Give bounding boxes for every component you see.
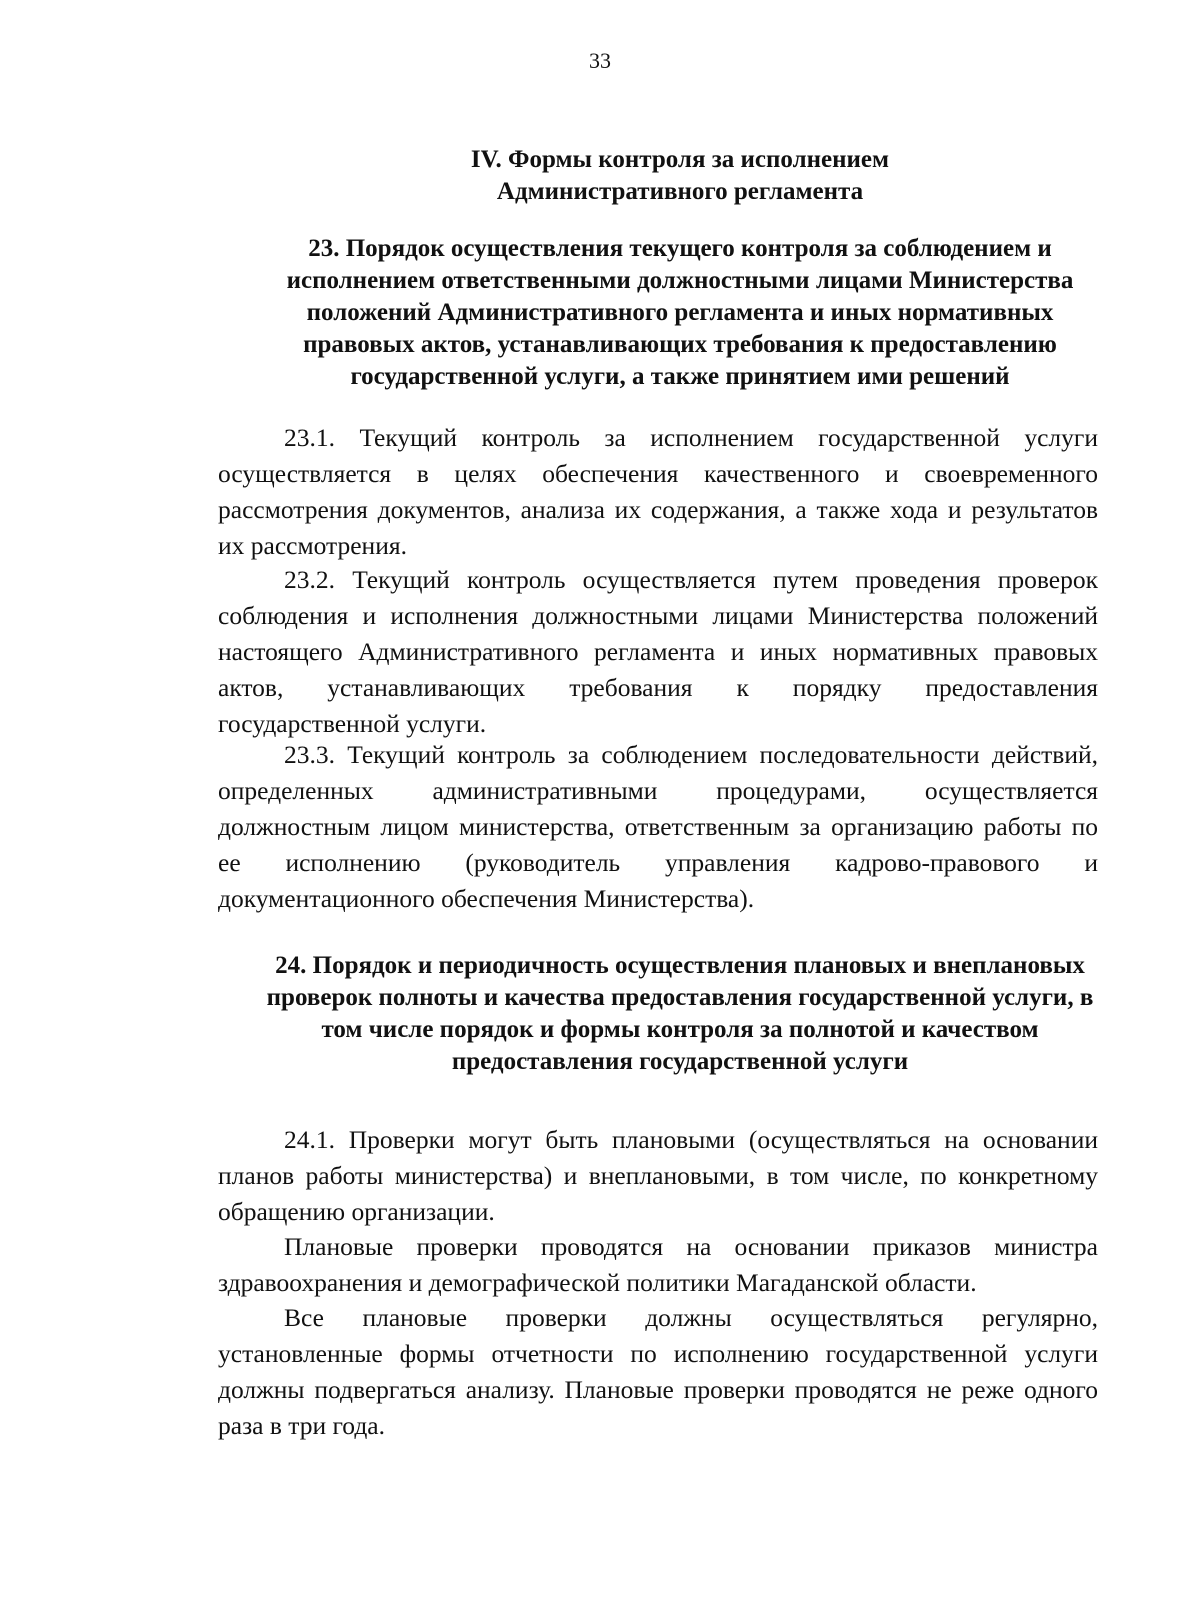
paragraph-23-3 [218,737,1098,917]
text-line: планов работы министерства) и внеплановыми, в том числе, по конкретному [218,1161,1098,1190]
heading-line: государственной услуги, а также принятием ими решений [350,363,1010,390]
text-line: должностным лицом министерства, ответственным за организацию работы по [218,812,1098,841]
paragraph-23-2 [218,562,1098,742]
heading-line: положений Административного регламента и иных нормативных [306,299,1054,326]
paragraph-24-1-regular [218,1300,1098,1444]
heading-line: предоставления государственной услуги [451,1048,909,1075]
heading-24 [200,950,1160,1078]
text-line: Все плановые проверки должны осуществляться регулярно, [284,1303,1098,1332]
paragraph-24-1 [218,1122,1098,1230]
text-line: ее исполнению (руководитель управления кадрово-правового и [218,848,1098,877]
text-line: соблюдения и исполнения должностными лицами Министерства положений [218,601,1098,630]
heading-line: 23. Порядок осуществления текущего контроля за соблюдением и [308,235,1052,262]
heading-line: Административного регламента [496,178,864,205]
heading-line: проверок полноты и качества предоставления государственной услуги, в [266,984,1094,1011]
text-line: обращению организации. [218,1197,495,1226]
text-line: должны подвергаться анализу. Плановые проверки проводятся не реже одного [218,1375,1098,1404]
paragraph-23-1 [218,420,1098,564]
heading-line: исполнением ответственными должностными лицами Министерства [286,267,1074,294]
text-line: их рассмотрения. [218,531,407,560]
text-line: 23.3. Текущий контроль за соблюдением последовательности действий, [284,740,1098,769]
paragraph-24-1-planned [218,1229,1098,1301]
page-number: 33 [589,48,611,73]
text-line: здравоохранения и демографической политики Магаданской области. [218,1268,977,1297]
heading-line: 24. Порядок и периодичность осуществления плановых и внеплановых [275,952,1085,979]
text-line: установленные формы отчетности по исполнению государственной услуги [218,1339,1098,1368]
text-line: государственной услуги. [218,709,487,738]
text-line: определенных административными процедурами, осуществляется [218,776,1098,805]
text-line: рассмотрения документов, анализа их содержания, а также хода и результатов [218,495,1098,524]
heading-23 [200,233,1160,393]
text-line: 23.1. Текущий контроль за исполнением государственной услуги [284,423,1098,452]
text-line: раза в три года. [218,1411,385,1440]
text-line: Плановые проверки проводятся на основании приказов министра [284,1232,1098,1261]
text-line: 24.1. Проверки могут быть плановыми (осуществляться на основании [284,1125,1098,1154]
heading-line: IV. Формы контроля за исполнением [470,146,890,173]
text-line: документационного обеспечения Министерства). [218,884,755,913]
text-line: настоящего Административного регламента и иных нормативных правовых [218,637,1098,666]
text-line: 23.2. Текущий контроль осуществляется путем проведения проверок [284,565,1098,594]
heading-line: правовых актов, устанавливающих требования к предоставлению [303,331,1057,358]
heading-line: том числе порядок и формы контроля за полнотой и качеством [321,1016,1039,1043]
section-heading [200,144,1160,208]
text-line: актов, устанавливающих требования к порядку предоставления [218,673,1098,702]
text-line: осуществляется в целях обеспечения качественного и своевременного [218,459,1098,488]
